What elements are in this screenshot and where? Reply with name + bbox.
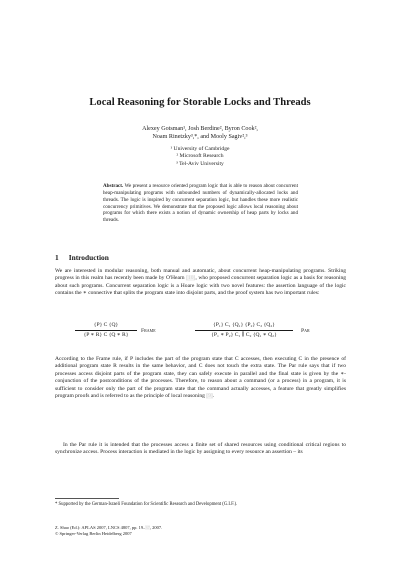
affiliation-2: ² Microsoft Research xyxy=(176,153,224,160)
par-rule-bar xyxy=(195,330,293,331)
frame-rule-premise: {P} C {Q} xyxy=(93,322,119,328)
author-list xyxy=(60,125,340,141)
paper-title: Local Reasoning for Storable Locks and Threads xyxy=(89,97,311,108)
section-title: Introduction xyxy=(68,253,109,262)
frame-rule-bar xyxy=(75,330,137,331)
affiliation-list xyxy=(100,146,300,168)
paragraph-3: In the Par rule it is intended that the processes access a finite set of shared resources using conditional critical regions to synchronize access. Process interaction is mediated in the logic by assigning to every resource an assertion – its xyxy=(55,442,346,456)
frame-rule-name: Frame xyxy=(141,328,156,334)
inference-rules xyxy=(75,322,340,352)
affiliation-1: ¹ University of Cambridge xyxy=(170,146,230,152)
par-rule-premises: {P₁} C₁ {Q₁} {P₂} C₂ {Q₂} xyxy=(213,322,275,328)
footer-page-link[interactable]: 37 xyxy=(145,525,150,530)
citation-link-10[interactable]: [10] xyxy=(186,275,196,282)
paragraph-1 xyxy=(55,268,346,298)
paragraph-2-text-b: . xyxy=(212,393,215,400)
footer-copyright: © Springer-Verlag Berlin Heidelberg 2007 xyxy=(55,531,132,536)
footnote: * Supported by the German-Israeli Foundation for Scientific Research and Development (G.I.F.). xyxy=(55,502,238,507)
par-rule xyxy=(195,322,293,339)
footnote-rule xyxy=(55,498,119,499)
abstract-text: We present a resource oriented program logic that is able to reason about concurrent heap-manipulating programs with unbounded numbers of dynamically-allocated locks and threads. The logic is inspired by concurrent separation logic, but handles these more realistic concurrency primitives. We demonstrate that the proposed logic allows local reasoning about programs for which there exists a notion of dynamic ownership of heap parts by locks and threads. xyxy=(103,183,299,224)
paragraph-2 xyxy=(55,356,346,401)
affiliation-3: ³ Tel-Aviv University xyxy=(176,160,224,167)
section-number: 1 xyxy=(55,253,59,262)
author-line-2: Noam Rinetzky³,*, and Mooly Sagiv²,³ xyxy=(152,134,248,140)
paragraph-1-text-a: We are interested in modular reasoning, both manual and automatic, about concurrent heap-manipulating programs. Striking progress in this realm has recently been made by O'Hearn xyxy=(55,268,346,282)
paragraph-1-text-b: , who proposed concurrent separation logic as a basis for reasoning about such programs. Concurrent separation logic is a Hoare logic with two novel features: the assertion language of the logic contains the ∗ connective that splits the program state into disjoint parts, and the proof system has two important rules: xyxy=(55,275,346,297)
par-rule-conclusion: {P₁ ∗ P₂} C₁ ∥ C₂ {Q₁ ∗ Q₂} xyxy=(211,332,277,338)
paragraph-2-text-a: According to the Frame rule, if P includes the part of the program state that C accesses, then executing C in the presence of additional program state R results in the same behavior, and C does not touch the extra state. The Par rule says that if two processes access disjoint parts of the program state, they can safely execute in parallel and the final state is given by the ∗-conjunction of the postconditions of the processes. Therefore, to reason about a command (or a process) in a program, it is sufficient to consider only the part of the program state that the command actually accesses, a feature that greatly simplifies program proofs and is referred to as the principle of local reasoning xyxy=(55,356,346,400)
author-line-1: Alexey Gotsman¹, Josh Berdine², Byron Cook², xyxy=(142,126,258,132)
abstract xyxy=(103,183,298,224)
citation-link-9[interactable]: [9] xyxy=(206,393,213,400)
frame-rule xyxy=(75,322,137,339)
footer-citation-text-a: Z. Shao (Ed.): APLAS 2007, LNCS 4807, pp. 19– xyxy=(55,525,146,530)
footer-citation-text-b: , 2007. xyxy=(149,525,163,530)
section-heading xyxy=(55,253,109,262)
frame-rule-conclusion: {P ∗ R} C {Q ∗ R} xyxy=(83,332,129,338)
abstract-label: Abstract. xyxy=(103,183,124,189)
page-footer xyxy=(55,525,346,537)
par-rule-name: Par xyxy=(301,328,310,334)
